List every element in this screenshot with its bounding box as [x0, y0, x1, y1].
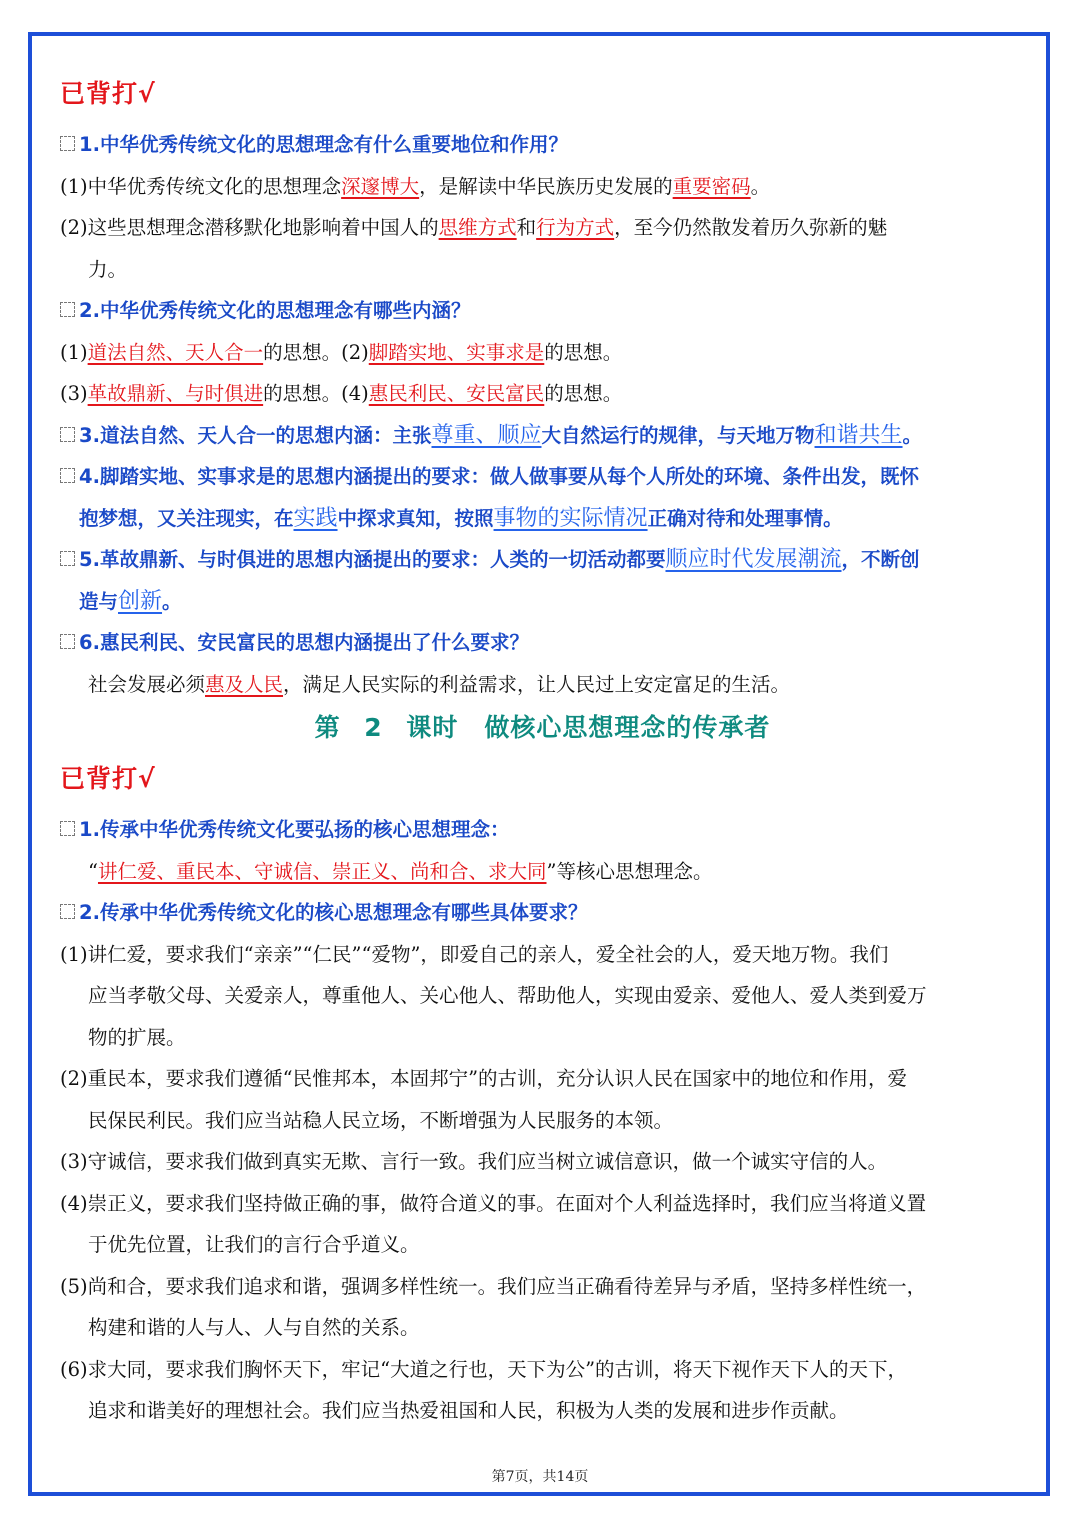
key-term: 脚踏实地、实事求是 [368, 340, 545, 364]
answer-line: (2)这些思想理念潜移默化地影响着中国人的思维方式和行为方式，至今仍然散发着历久弥新的魅 力。 [60, 216, 888, 281]
key-term: 行为方式 [536, 216, 615, 239]
memorized-badge: 已背打√ [60, 79, 156, 108]
question: 1.中华优秀传统文化的思想理念有什么重要地位和作用？ [60, 124, 1025, 166]
key-term: 深邃博大 [341, 174, 420, 198]
checkbox[interactable] [60, 427, 75, 442]
key-term: 实践 [293, 505, 338, 531]
key-term: 重要密码 [672, 174, 751, 198]
question: 6.惠民利民、安民富民的思想内涵提出了什么要求？ [60, 622, 1025, 664]
key-term: 革故鼎新、与时俱进 [87, 382, 264, 405]
memorized-badge: 已背打√ [60, 764, 156, 793]
paragraph: (1)讲仁爱，要求我们“亲亲”“仁民”“爱物”，即爱自己的亲人，爱全社会的人，爱天地万物。我们 应当孝敬父母、关爱亲人，尊重他人、关心他人、帮助他人，实现由爱亲、爱他人、爱人类到爱万 物的扩展。 [60, 942, 927, 1049]
question: 2.传承中华优秀传统文化的核心思想理念有哪些具体要求？ [60, 892, 1025, 934]
paragraph: (4)崇正义，要求我们坚持做正确的事，做符合道义的事。在面对个人利益选择时，我们应当将道义置 于优先位置，让我们的言行合乎道义。 [60, 1191, 927, 1256]
answer-line: “讲仁爱、重民本、守诚信、崇正义、尚和合、求大同”等核心思想理念。 [88, 859, 713, 883]
answer-line: (3)革故鼎新、与时俱进的思想。(4)惠民利民、安民富民的思想。 [60, 382, 623, 405]
answer-line: (1)中华优秀传统文化的思想理念深邃博大，是解读中华民族历史发展的重要密码。 [60, 174, 771, 198]
paragraph: (2)重民本，要求我们遵循“民惟邦本，本固邦宁”的古训，充分认识人民在国家中的地位和作用，爱 民保民利民。我们应当站稳人民立场，不断增强为人民服务的本领。 [60, 1067, 908, 1132]
checkbox[interactable] [60, 136, 75, 151]
checkbox[interactable] [60, 551, 75, 566]
key-term: 思维方式 [438, 216, 517, 239]
key-term: 惠及人民 [205, 672, 284, 696]
key-term: 道法自然、天人合一 [87, 340, 264, 364]
key-term: 事物的实际情况 [493, 505, 648, 531]
key-term: 惠民利民、安民富民 [368, 382, 545, 405]
paragraph: (5)尚和合，要求我们追求和谐，强调多样性统一。我们应当正确看待差异与矛盾，坚持多样性统一， 构建和谐的人与人、人与自然的关系。 [60, 1274, 927, 1339]
page-content [60, 70, 1025, 1432]
question: 5.革故鼎新、与时俱进的思想内涵提出的要求：人类的一切活动都要顺应时代发展潮流，不断创 造与创新。 [60, 539, 1025, 622]
answer-line: 社会发展必须惠及人民，满足人民实际的利益需求，让人民过上安定富足的生活。 [88, 672, 791, 696]
key-term: 创新 [118, 588, 163, 614]
question: 3.道法自然、天人合一的思想内涵：主张尊重、顺应大自然运行的规律，与天地万物和谐共生。 [60, 415, 1025, 457]
answer-line: (1)道法自然、天人合一的思想。(2)脚踏实地、实事求是的思想。 [60, 340, 623, 364]
question: 1.传承中华优秀传统文化要弘扬的核心思想理念： [60, 809, 1025, 851]
checkbox[interactable] [60, 821, 75, 836]
checkbox[interactable] [60, 634, 75, 649]
question: 4.脚踏实地、实事求是的思想内涵提出的要求：做人做事要从每个人所处的环境、条件出发，既怀 抱梦想，又关注现实，在实践中探求真知，按照事物的实际情况正确对待和处理事情。 [60, 456, 1025, 539]
page-number: 第7页，共14页 [491, 1469, 589, 1485]
key-term: 尊重、顺应 [431, 422, 542, 448]
checkbox[interactable] [60, 904, 75, 919]
paragraph: (6)求大同，要求我们胸怀天下，牢记“大道之行也，天下为公”的古训，将天下视作天下人的天下， 追求和谐美好的理想社会。我们应当热爱祖国和人民，积极为人类的发展和进步作贡献。 [60, 1357, 908, 1422]
key-term: 顺应时代发展潮流 [665, 547, 842, 572]
paragraph: (3)守诚信，要求我们做到真实无欺、言行一致。我们应当树立诚信意识，做一个诚实守信的人。 [60, 1150, 888, 1173]
key-term: 和谐共生 [814, 422, 903, 448]
lesson-title: 第 2 课时 做核心思想理念的传承者 [314, 713, 771, 742]
checkbox[interactable] [60, 468, 75, 483]
key-term: 讲仁爱、重民本、守诚信、崇正义、尚和合、求大同 [97, 859, 547, 883]
question: 2.中华优秀传统文化的思想理念有哪些内涵？ [60, 290, 1025, 332]
checkbox[interactable] [60, 302, 75, 317]
